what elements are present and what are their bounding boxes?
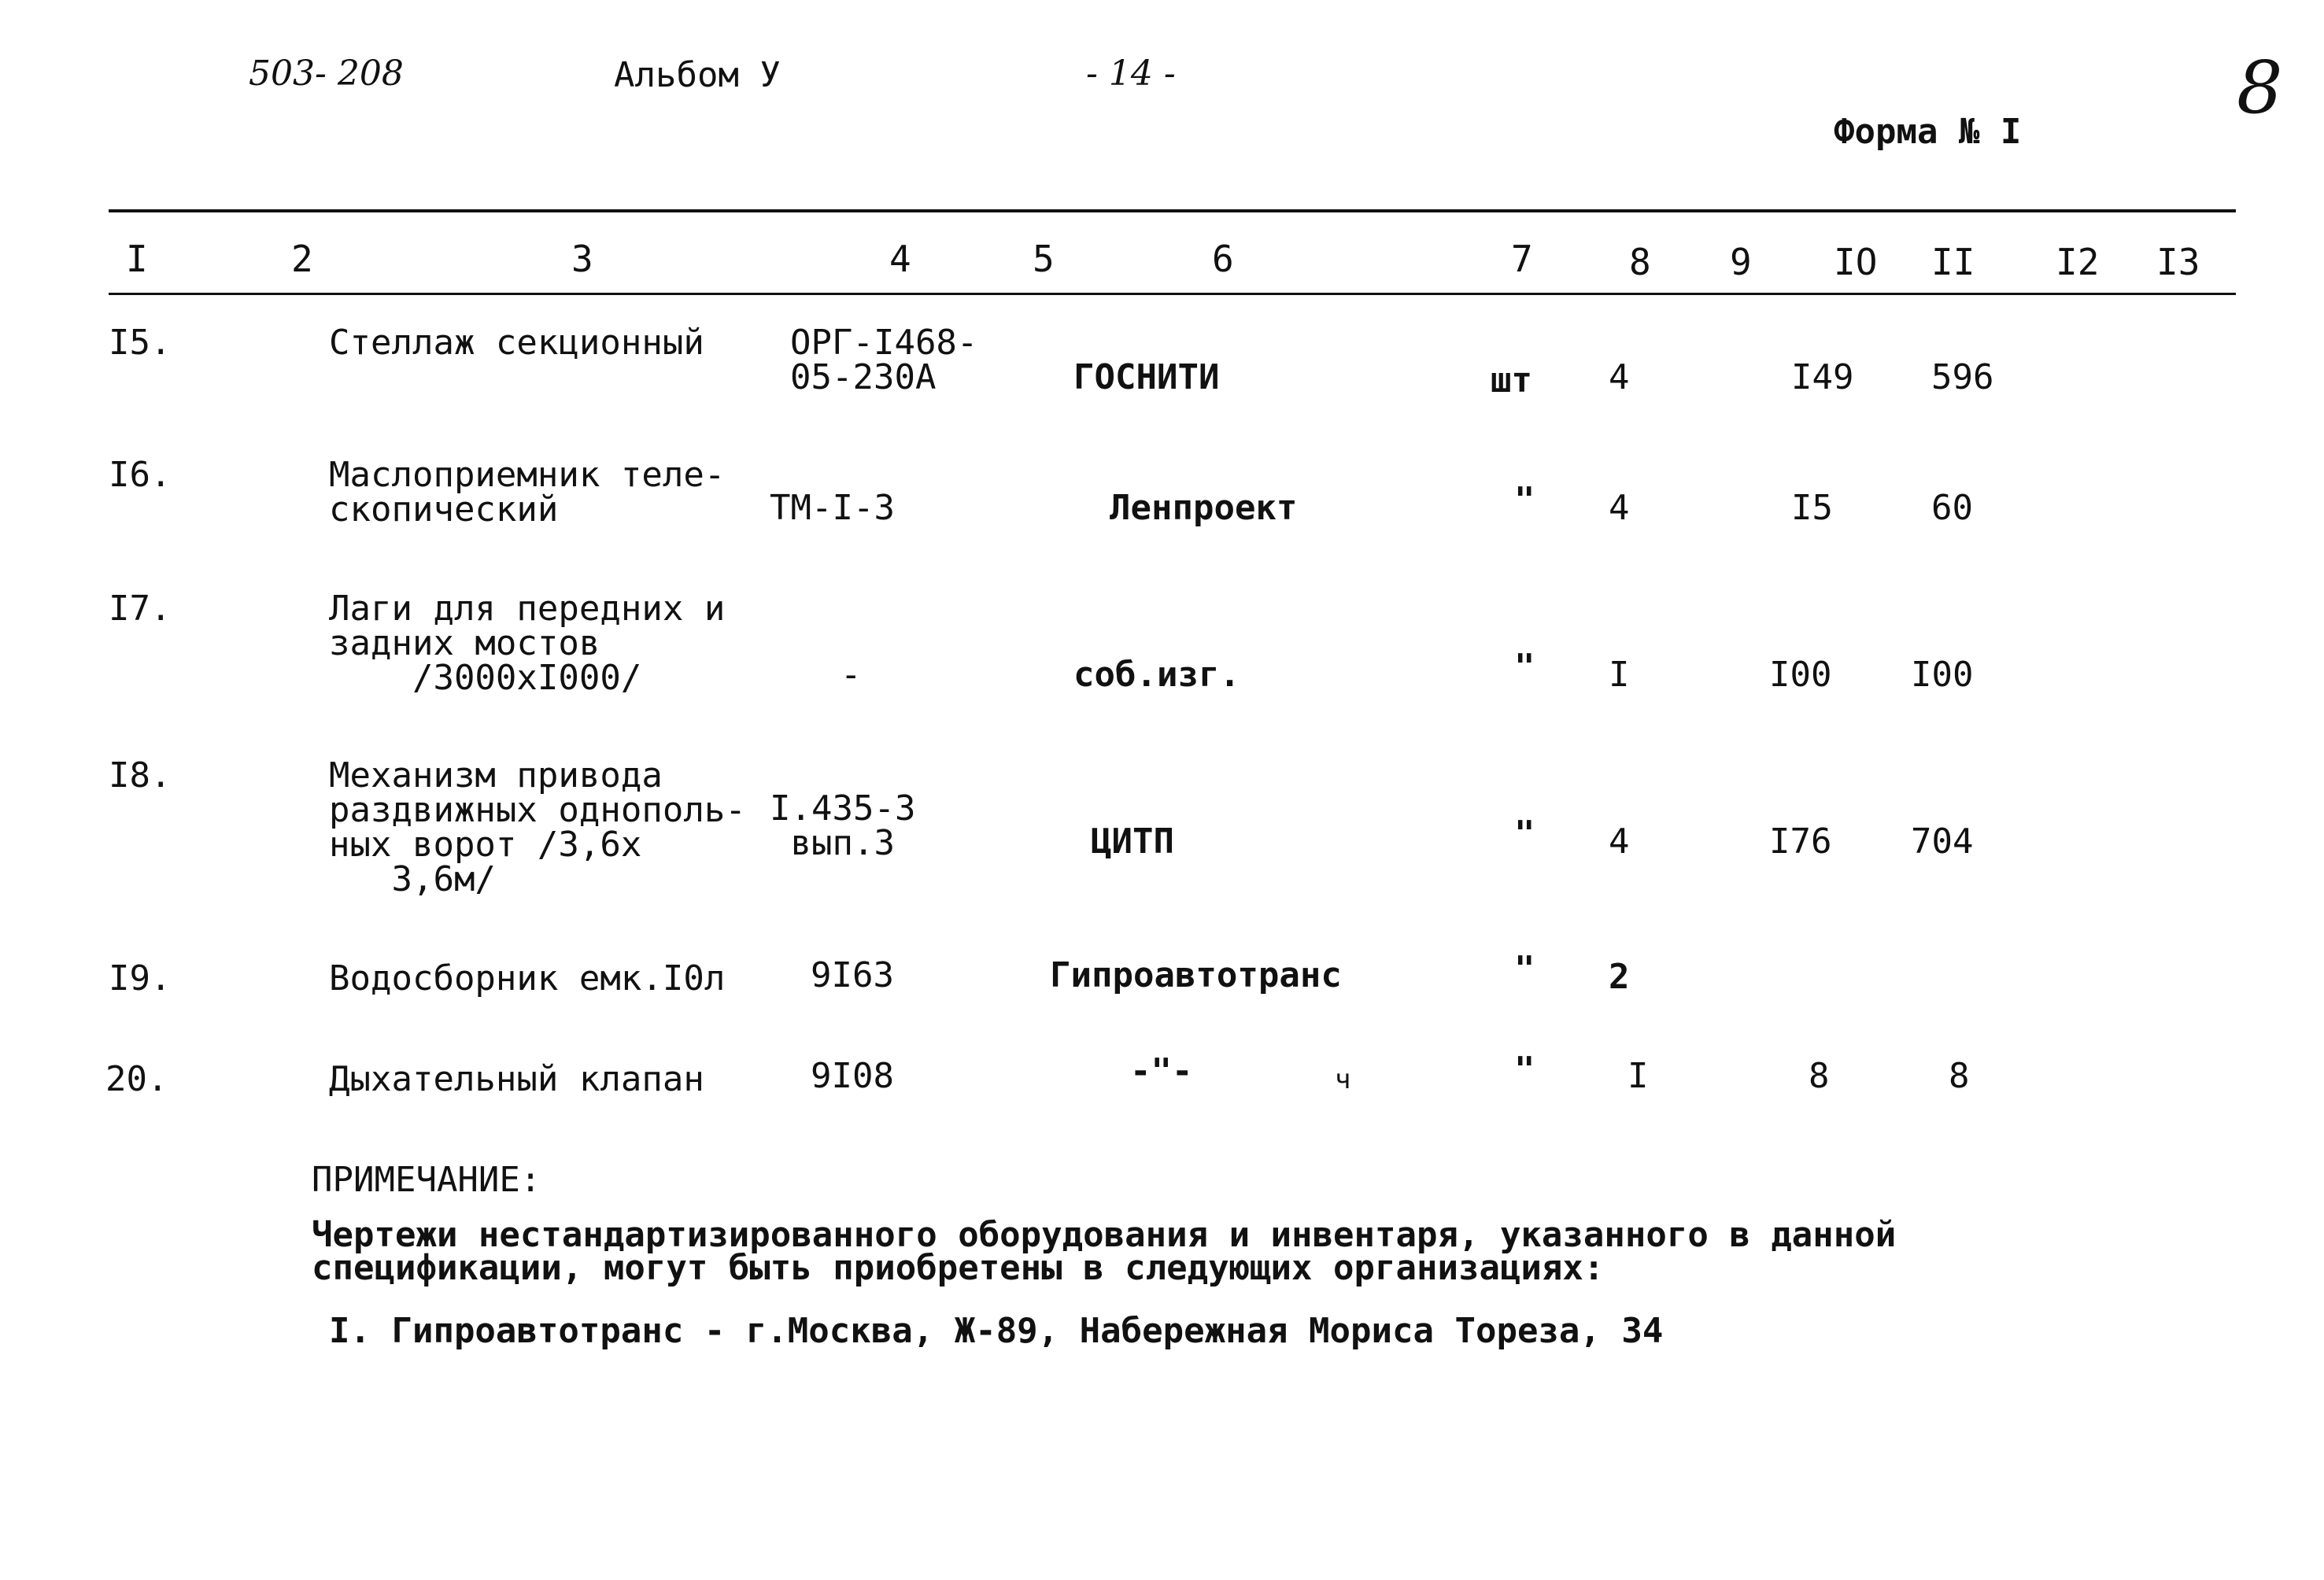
item-code: ТМ-I-3 (770, 488, 895, 528)
item-organization: ЦИТП (1091, 821, 1174, 862)
column-header: I (126, 238, 148, 280)
item-code: I.435-3 вып.3 (770, 788, 916, 863)
item-sum: 704 (1911, 821, 1974, 862)
form-label: Форма № I (1834, 112, 2022, 152)
document-code: 503- 208 (249, 54, 404, 94)
row-number: I7. (109, 589, 172, 629)
item-sum: 60 (1931, 488, 1973, 528)
item-organization: Гипроавтотранс (1050, 955, 1342, 995)
column-header: IO (1834, 241, 1878, 283)
column-header: 3 (571, 238, 593, 280)
item-quantity: 2 (1609, 957, 1630, 997)
column-header: 4 (889, 238, 911, 280)
column-header: 2 (291, 238, 313, 280)
row-number: I6. (109, 455, 172, 495)
item-code: 9I63 (811, 955, 894, 995)
item-organization: соб.изг. (1073, 655, 1240, 695)
item-unit: " (1514, 647, 1535, 687)
item-organization: ГОСНИТИ (1073, 357, 1220, 397)
row-number: I9. (109, 958, 172, 999)
page-label: - 14 - (1086, 54, 1176, 94)
item-price: I49 (1791, 357, 1854, 397)
item-price: 8 (1809, 1056, 1830, 1096)
item-code: ОРГ-I468- 05-230А (790, 323, 978, 397)
item-sum: 8 (1949, 1056, 1970, 1096)
sheet-number: 8 (2237, 46, 2283, 130)
column-header: I3 (2156, 241, 2200, 283)
item-code: 9I08 (811, 1056, 894, 1096)
item-name: Механизм привода раздвижных однополь- ных ворот /3,6х 3,6м/ (329, 755, 746, 899)
item-name: Лаги для передних и задних мостов /3000хI000/ (329, 589, 726, 698)
item-name: Дыхательный клапан (329, 1059, 704, 1099)
item-name: Стеллаж секционный (329, 323, 704, 363)
table-header-rule (109, 293, 2236, 295)
notes-item: I. Гипроавтотранс - г.Москва, Ж-89, Набережная Мориса Тореза, 34 (329, 1311, 1664, 1351)
column-header: 8 (1629, 241, 1651, 283)
notes-text-line: Чертежи нестандартизированного оборудования и инвентаря, указанного в данной (312, 1215, 1897, 1255)
item-unit: шт (1491, 360, 1532, 401)
item-unit: " (1514, 480, 1535, 520)
item-unit: " (1514, 1050, 1535, 1090)
column-header: 9 (1730, 241, 1752, 283)
item-organization: -"- (1130, 1051, 1193, 1091)
column-header: II (1931, 241, 1975, 283)
row-number: I5. (109, 323, 172, 363)
notes-heading: ПРИМЕЧАНИЕ: (312, 1160, 541, 1200)
item-quantity: I (1628, 1056, 1649, 1096)
item-sum: I00 (1911, 655, 1974, 695)
item-sum: 596 (1931, 357, 1994, 397)
item-stray-mark: ч (1335, 1064, 1351, 1095)
item-price: I76 (1769, 821, 1832, 862)
row-number: 20. (105, 1059, 168, 1099)
column-header: 5 (1033, 238, 1055, 280)
item-quantity: 4 (1609, 357, 1630, 397)
item-price: I00 (1769, 655, 1832, 695)
item-name: Маслоприемник теле- скопический (329, 455, 726, 530)
item-price: I5 (1791, 488, 1833, 528)
item-quantity: I (1609, 655, 1630, 695)
item-name: Водосборник емк.I0л (329, 958, 726, 999)
notes-text-line: спецификации, могут быть приобретены в следующих организациях: (312, 1248, 1605, 1288)
column-header: 7 (1511, 238, 1533, 280)
item-organization: Ленпроект (1110, 488, 1298, 528)
album-label: Альбом У (614, 55, 781, 95)
item-quantity: 4 (1609, 821, 1630, 862)
column-header: I2 (2056, 241, 2100, 283)
column-header: 6 (1212, 238, 1234, 280)
item-quantity: 4 (1609, 488, 1630, 528)
item-unit: " (1514, 814, 1535, 854)
table-top-rule (109, 209, 2236, 212)
item-code: - (841, 655, 862, 695)
row-number: I8. (109, 755, 172, 796)
item-unit: " (1514, 949, 1535, 989)
